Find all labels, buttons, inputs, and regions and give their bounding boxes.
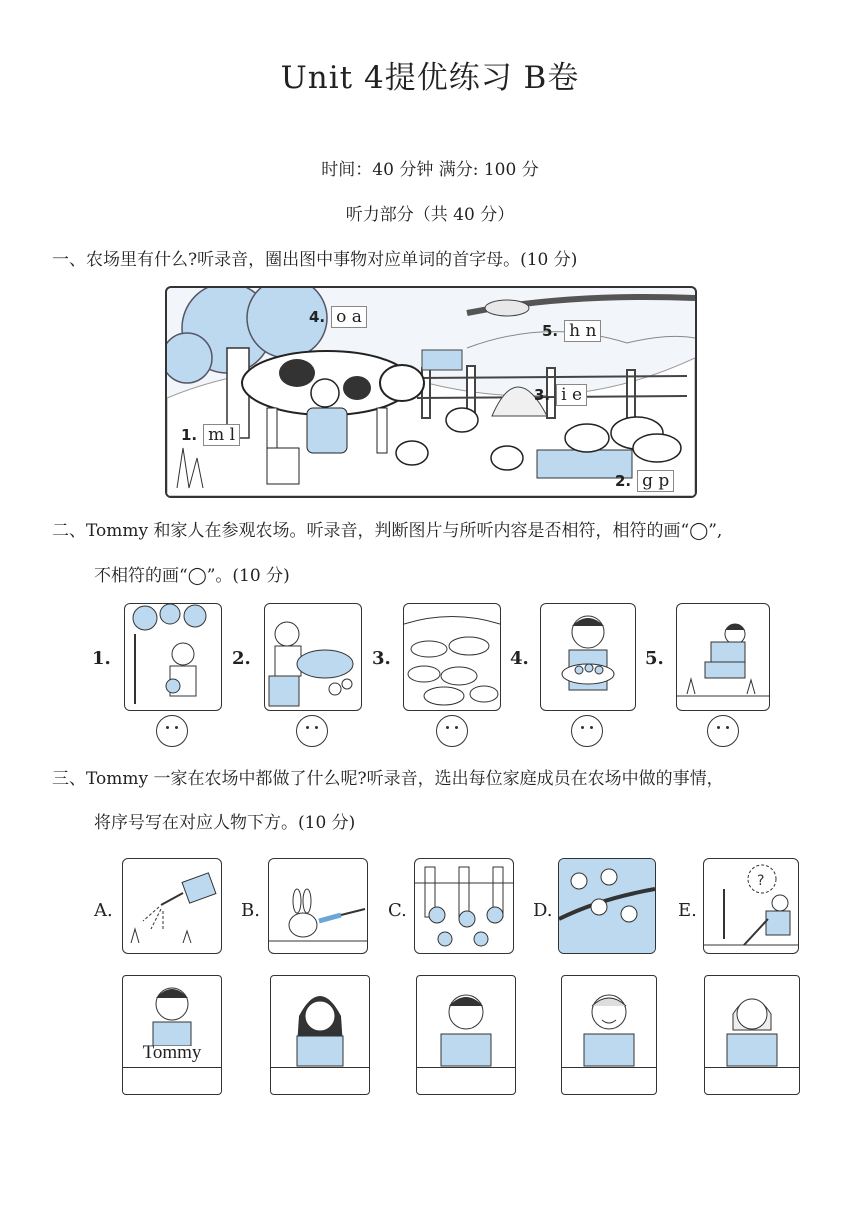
q3-person-grandpa [561,975,657,1095]
q2-item-2-number: 2. [232,648,251,669]
q1-item-1 [181,424,240,446]
question-1-prompt: 一、农场里有什么?听录音，圈出图中事物对应单词的首字母。(10 分) [52,250,578,270]
farm-scene-illustration [165,286,697,498]
q1-item-2 [615,470,674,492]
question-3-prompt-line2: 将序号写在对应人物下方。(10 分) [94,813,356,833]
q3-option-c-label: C. [388,900,407,921]
q2-answer-circle-1[interactable] [156,715,188,747]
q2-picture-3 [403,603,501,711]
q3-person-grandma [704,975,800,1095]
time-info: 时间：40 分钟 满分: 100 分 [321,160,539,180]
q1-item-1-number: 1. [181,426,198,444]
q3-person-tommy [122,975,222,1095]
q3-option-c-picture [414,858,514,954]
q3-answer-blank-girl[interactable] [271,1067,369,1094]
svg-text:?: ? [757,873,765,889]
farm-scene-icon [167,288,695,496]
boy-holding-eggs-icon [541,604,635,710]
roses-fence-icon [415,859,513,953]
tommy-name-tag: Tommy [142,1042,202,1063]
q1-item-3-letters[interactable]: i e [556,384,587,406]
q3-option-d-picture [558,858,656,954]
question-2-prompt-line1: 二、Tommy 和家人在参观农场。听录音，判断图片与所听内容是否相符，相符的画“◯”, [52,521,723,541]
q3-answer-blank-grandma[interactable] [705,1067,799,1094]
q3-answer-blank-man[interactable] [417,1067,515,1094]
q3-option-a-picture [122,858,222,954]
section-heading: 听力部分（共 40 分） [345,205,515,225]
digging-tree-icon [704,859,798,953]
q2-answer-circle-5[interactable] [707,715,739,747]
q1-item-2-number: 2. [615,472,632,490]
grandpa-avatar-icon [562,976,656,1068]
stone-field-icon [404,604,500,710]
q3-person-man [416,975,516,1095]
q1-item-3 [534,384,587,406]
question-3-prompt-line1: 三、Tommy 一家在农场中都做了什么呢?听录音，选出每位家庭成员在农场中做的事情， [52,769,724,789]
grandma-avatar-icon [705,976,799,1068]
q2-answer-circle-4[interactable] [571,715,603,747]
q2-picture-1 [124,603,222,711]
question-2-prompt-line2: 不相符的画“◯”。(10 分) [94,566,290,586]
girl-picking-apples-icon [125,604,221,710]
man-avatar-icon [417,976,515,1068]
q3-option-b-picture [268,858,368,954]
q3-option-e-picture [703,858,799,954]
q2-picture-4 [540,603,636,711]
q2-item-4-number: 4. [510,648,529,669]
q3-answer-blank-grandpa[interactable] [562,1067,656,1094]
q3-person-girl [270,975,370,1095]
q3-option-b-label: B. [241,900,260,921]
q2-picture-5 [676,603,770,711]
girl-watering-flowers-icon [265,604,361,710]
watering-grass-icon [123,859,221,953]
q3-option-e-label: E. [678,900,697,921]
q1-item-4-number: 4. [309,308,326,326]
q2-item-3-number: 3. [372,648,391,669]
apple-tree-icon [559,859,655,953]
q1-item-3-number: 3. [534,386,551,404]
q2-item-5-number: 5. [645,648,664,669]
q1-item-5-number: 5. [542,322,559,340]
q2-answer-circle-3[interactable] [436,715,468,747]
feeding-rabbit-icon [269,859,367,953]
page-title: Unit 4提优练习 B卷 [280,60,580,96]
q3-option-d-label: D. [533,900,553,921]
girl-avatar-icon [271,976,369,1068]
q1-item-4 [309,306,367,328]
q2-item-1-number: 1. [92,648,111,669]
q3-answer-blank-tommy[interactable] [123,1067,221,1094]
q1-item-1-letters[interactable]: m l [203,424,240,446]
q1-item-5 [542,320,601,342]
boy-planting-icon [677,604,769,710]
q3-option-a-label: A. [94,900,113,921]
q2-picture-2 [264,603,362,711]
q1-item-2-letters[interactable]: g p [637,470,674,492]
boy-avatar-icon [123,976,221,1046]
q2-answer-circle-2[interactable] [296,715,328,747]
q1-item-4-letters[interactable]: o a [331,306,367,328]
q1-item-5-letters[interactable]: h n [564,320,601,342]
